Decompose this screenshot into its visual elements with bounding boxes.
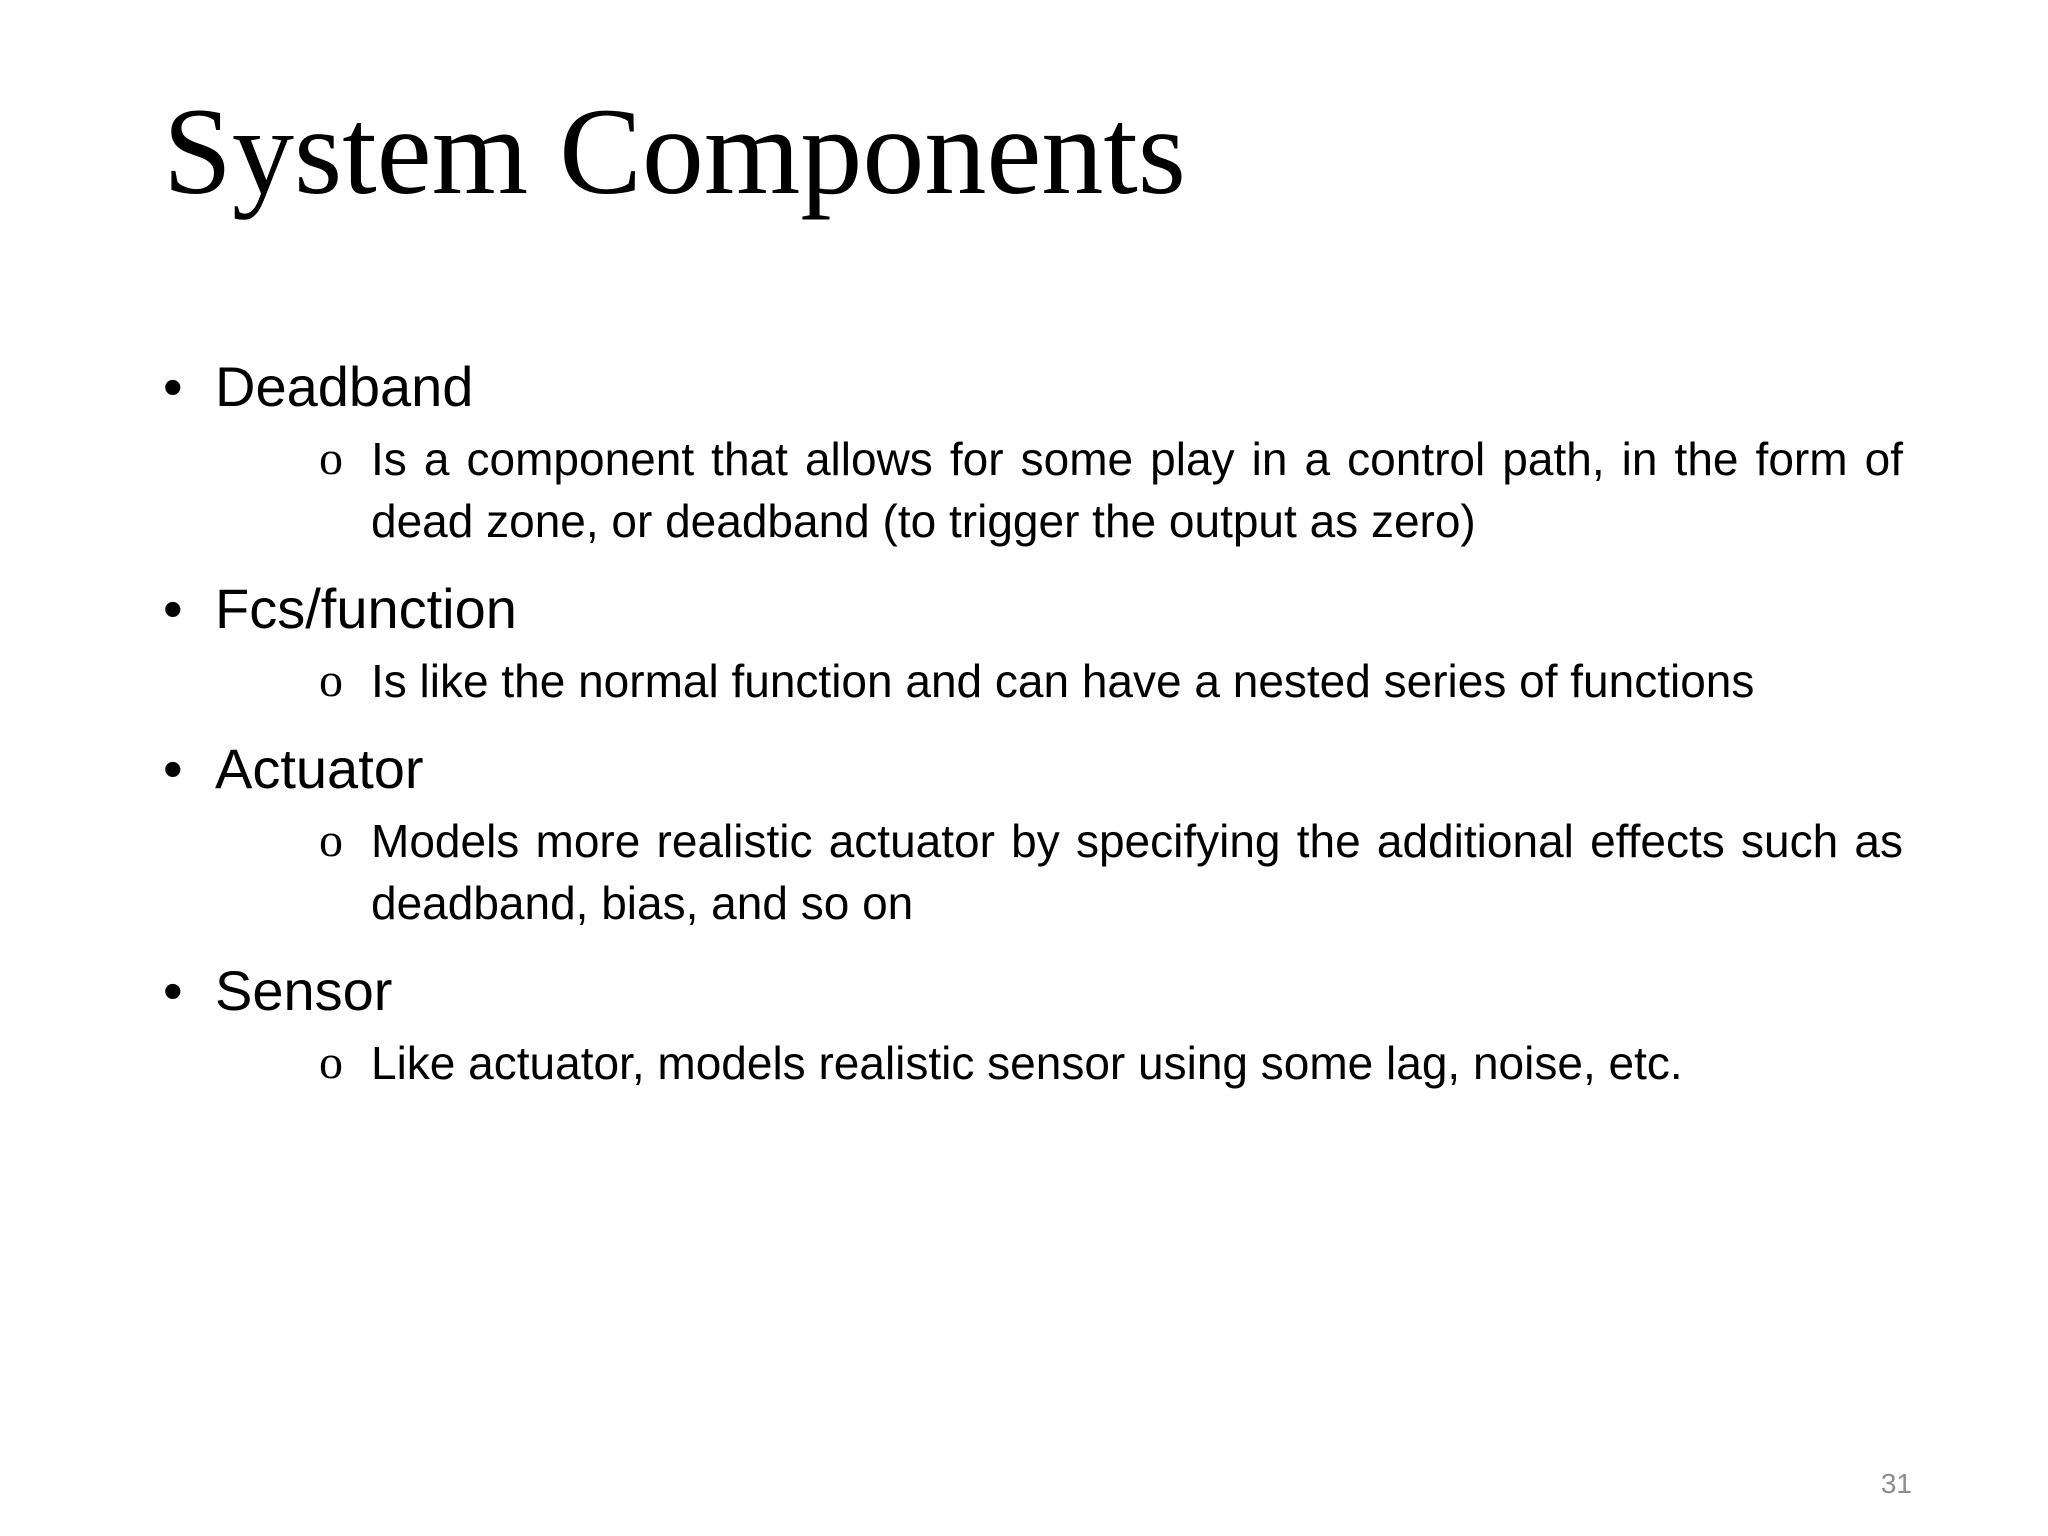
- sub-bullet: [319, 650, 1903, 712]
- bullet-label: Actuator: [215, 737, 424, 800]
- circle-bullet-icon: o: [319, 654, 343, 707]
- sub-bullet-text: Models more realistic actuator by specifying the additional effects such as deadband, bias, and so on: [371, 815, 1903, 929]
- sub-bullet-text: Is a component that allows for some play in a control path, in the form of dead zone, or deadband (to trigger the output as zero): [371, 433, 1903, 547]
- bullet-label: Fcs/function: [215, 577, 517, 640]
- bullet-actuator: [163, 734, 1903, 934]
- circle-bullet-icon: o: [319, 1036, 343, 1089]
- sub-list: [215, 810, 1903, 934]
- bullet-fcs-function: [163, 574, 1903, 712]
- sub-bullet: [319, 1032, 1903, 1094]
- page-number: 31: [1880, 1468, 1912, 1499]
- circle-bullet-icon: o: [319, 432, 343, 485]
- sub-bullet-text: Like actuator, models realistic sensor using some lag, noise, etc.: [371, 1037, 1683, 1089]
- sub-bullet: [319, 810, 1903, 934]
- bullet-dot-icon: •: [163, 355, 183, 418]
- sub-list: [215, 1032, 1903, 1094]
- bullet-label: Deadband: [215, 355, 474, 418]
- sub-list: [215, 650, 1903, 712]
- bullet-dot-icon: •: [163, 737, 183, 800]
- bullet-list: [163, 352, 1903, 1094]
- bullet-dot-icon: •: [163, 959, 183, 1022]
- sub-list: [215, 428, 1903, 552]
- circle-bullet-icon: o: [319, 814, 343, 867]
- sub-bullet-text: Is like the normal function and can have a nested series of functions: [371, 655, 1755, 707]
- bullet-dot-icon: •: [163, 577, 183, 640]
- bullet-label: Sensor: [215, 959, 393, 1022]
- slide-title: System Components: [163, 83, 1187, 220]
- bullet-sensor: [163, 956, 1903, 1094]
- sub-bullet: [319, 428, 1903, 552]
- bullet-deadband: [163, 352, 1903, 552]
